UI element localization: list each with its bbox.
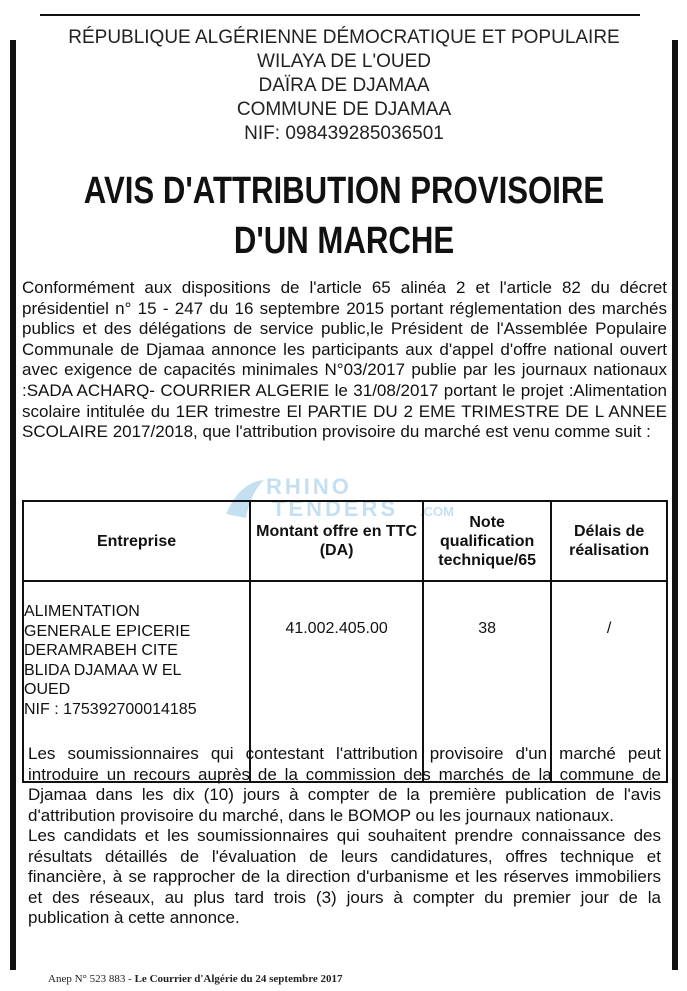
- company-line: ALIMENTATION: [24, 603, 140, 620]
- watermark-suffix: .COM: [420, 504, 454, 519]
- company-line: GENERALE EPICERIE: [24, 622, 191, 640]
- watermark-line1: RHINO: [266, 474, 352, 499]
- header-company: Entreprise: [23, 501, 250, 581]
- publication-footer: [48, 973, 648, 985]
- left-border-bar: [10, 40, 16, 970]
- appeal-paragraph: Les soumissionnaires qui contestant l'attribution provisoire d'un marché peut introduire un recours auprès de la commission des marchés de la commune de Djamaa dans les dix (10) jours à compter de la première publication de l'avis d'attribution provisoire du marché, dans le BOMOP ou les journaux nationaux.: [28, 744, 661, 825]
- header-republic: RÉPUBLIQUE ALGÉRIENNE DÉMOCRATIQUE ET POPULAIRE: [68, 27, 620, 48]
- notice-title: AVIS D'ATTRIBUTION PROVISOIRE D'UN MARCHE: [83, 170, 605, 262]
- document-header: [20, 26, 668, 146]
- header-amount: Montant offre en TTC (DA): [250, 501, 423, 581]
- attribution-table: [22, 500, 668, 783]
- header-commune: COMMUNE DE DJAMAA: [236, 99, 452, 120]
- company-line: BLIDA DJAMAA W EL: [24, 661, 182, 679]
- anep-reference: Anep N° 523 883 -: [48, 973, 135, 985]
- table-header-row: [23, 501, 667, 581]
- right-border-bar: [672, 40, 678, 970]
- company-nif: NIF : 175392700014185: [24, 700, 197, 718]
- watermark-line2: TENDERS: [272, 496, 399, 521]
- header-wilaya: WILAYA DE L'OUED: [257, 51, 431, 72]
- company-line: OUED: [24, 681, 71, 698]
- header-delay: Délais de réalisation: [551, 501, 667, 581]
- header-score: Note qualification technique/65: [423, 501, 551, 581]
- closing-text: [28, 744, 661, 929]
- newspaper-source: Le Courrier d'Algérie du 24 septembre 2017: [134, 973, 343, 985]
- company-line: DERAMRABEH CITE: [24, 642, 178, 659]
- results-paragraph: Les candidats et les soumissionnaires qui souhaitent prendre connaissance des résultats détaillés de l'évaluation de leurs candidatures, offres technique et financière, à se rapprocher de la direction d'urbanisme et les réserves immobiliers et des réseaux, au plus tard trois (3) jours à compter du premier jour de la publication à cette annonce.: [28, 826, 661, 927]
- header-daira: DAÏRA DE DJAMAA: [258, 75, 430, 96]
- cell-score: 38: [423, 581, 551, 782]
- cell-amount: 41.002.405.00: [250, 581, 423, 782]
- cell-delay: /: [551, 581, 667, 782]
- top-rule: [40, 14, 640, 16]
- header-nif: NIF: 098439285036501: [244, 123, 444, 144]
- intro-paragraph: Conformément aux dispositions de l'article 65 alinéa 2 et l'article 82 du décret présidentiel n° 15 - 247 du 16 septembre 2015 portant réglementation des marchés publics et des délégations de service public,le Président de l'Assemblée Populaire Communale de Djamaa annonce les participants aux d'appel d'offre national ouvert avec exigence de capacités minimales N°03/2017 publie par les journaux nationaux :SADA ACHARQ- COURRIER ALGERIE le 31/08/2017 portant le projet :Alimentation scolaire intitulée du 1ER trimestre El PARTIE DU 2 EME TRIMESTRE DE L ANNEE SCOLAIRE 2017/2018, que l'attribution provisoire du marché est venu comme suit :: [22, 278, 667, 442]
